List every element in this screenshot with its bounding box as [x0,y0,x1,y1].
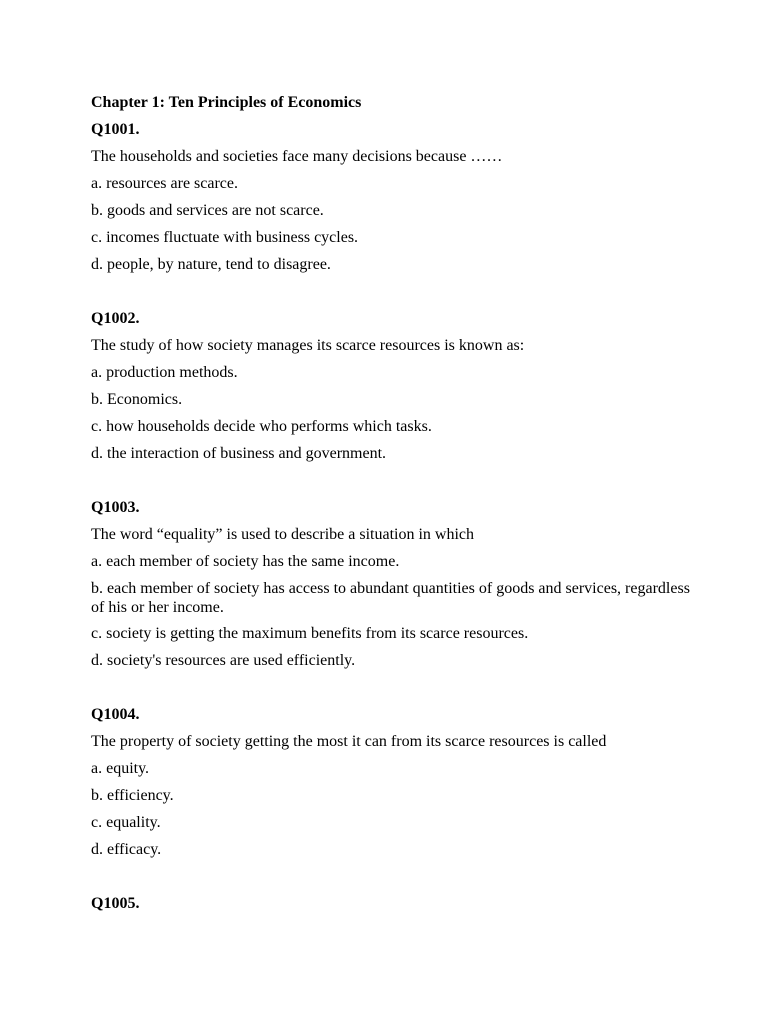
answer-options [91,174,691,275]
question-number: Q1003. [91,499,140,516]
question-number: Q1005. [91,895,140,912]
answer-option-b: b. efficiency. [91,787,174,804]
question-text: The property of society getting the most it can from its scarce resources is called [91,733,607,750]
document-page [91,93,691,948]
answer-options [91,759,691,860]
answer-option-d: d. the interaction of business and government. [91,445,387,462]
answer-option-c: c. society is getting the maximum benefits from its scarce resources. [91,625,529,642]
answer-option-a: a. resources are scarce. [91,175,239,192]
question-q1001 [91,120,691,275]
answer-option-c: c. incomes fluctuate with business cycles. [91,229,359,246]
chapter-title: Chapter 1: Ten Principles of Economics [91,94,362,111]
answer-options [91,363,691,464]
question-text: The word “equality” is used to describe a situation in which [91,526,475,543]
question-q1002 [91,309,691,464]
answer-option-a: a. production methods. [91,364,238,381]
question-text: The households and societies face many decisions because …… [91,148,503,165]
question-number: Q1004. [91,706,140,723]
question-q1005 [91,894,691,914]
answer-option-c: c. equality. [91,814,161,831]
answer-option-a: a. equity. [91,760,150,777]
question-q1003 [91,498,691,671]
answer-option-c: c. how households decide who performs which tasks. [91,418,432,435]
answer-option-d: d. people, by nature, tend to disagree. [91,256,331,273]
question-number: Q1001. [91,121,140,138]
answer-options [91,552,691,671]
answer-option-b: b. goods and services are not scarce. [91,202,324,219]
answer-option-b: b. Economics. [91,391,183,408]
question-text: The study of how society manages its scarce resources is known as: [91,337,525,354]
answer-option-d: d. efficacy. [91,841,162,858]
question-q1004 [91,705,691,860]
answer-option-d: d. society's resources are used efficiently. [91,652,356,669]
question-number: Q1002. [91,310,140,327]
answer-option-a: a. each member of society has the same income. [91,553,400,570]
answer-option-b: b. each member of society has access to abundant quantities of goods and services, regardless of his or her income. [91,580,690,616]
